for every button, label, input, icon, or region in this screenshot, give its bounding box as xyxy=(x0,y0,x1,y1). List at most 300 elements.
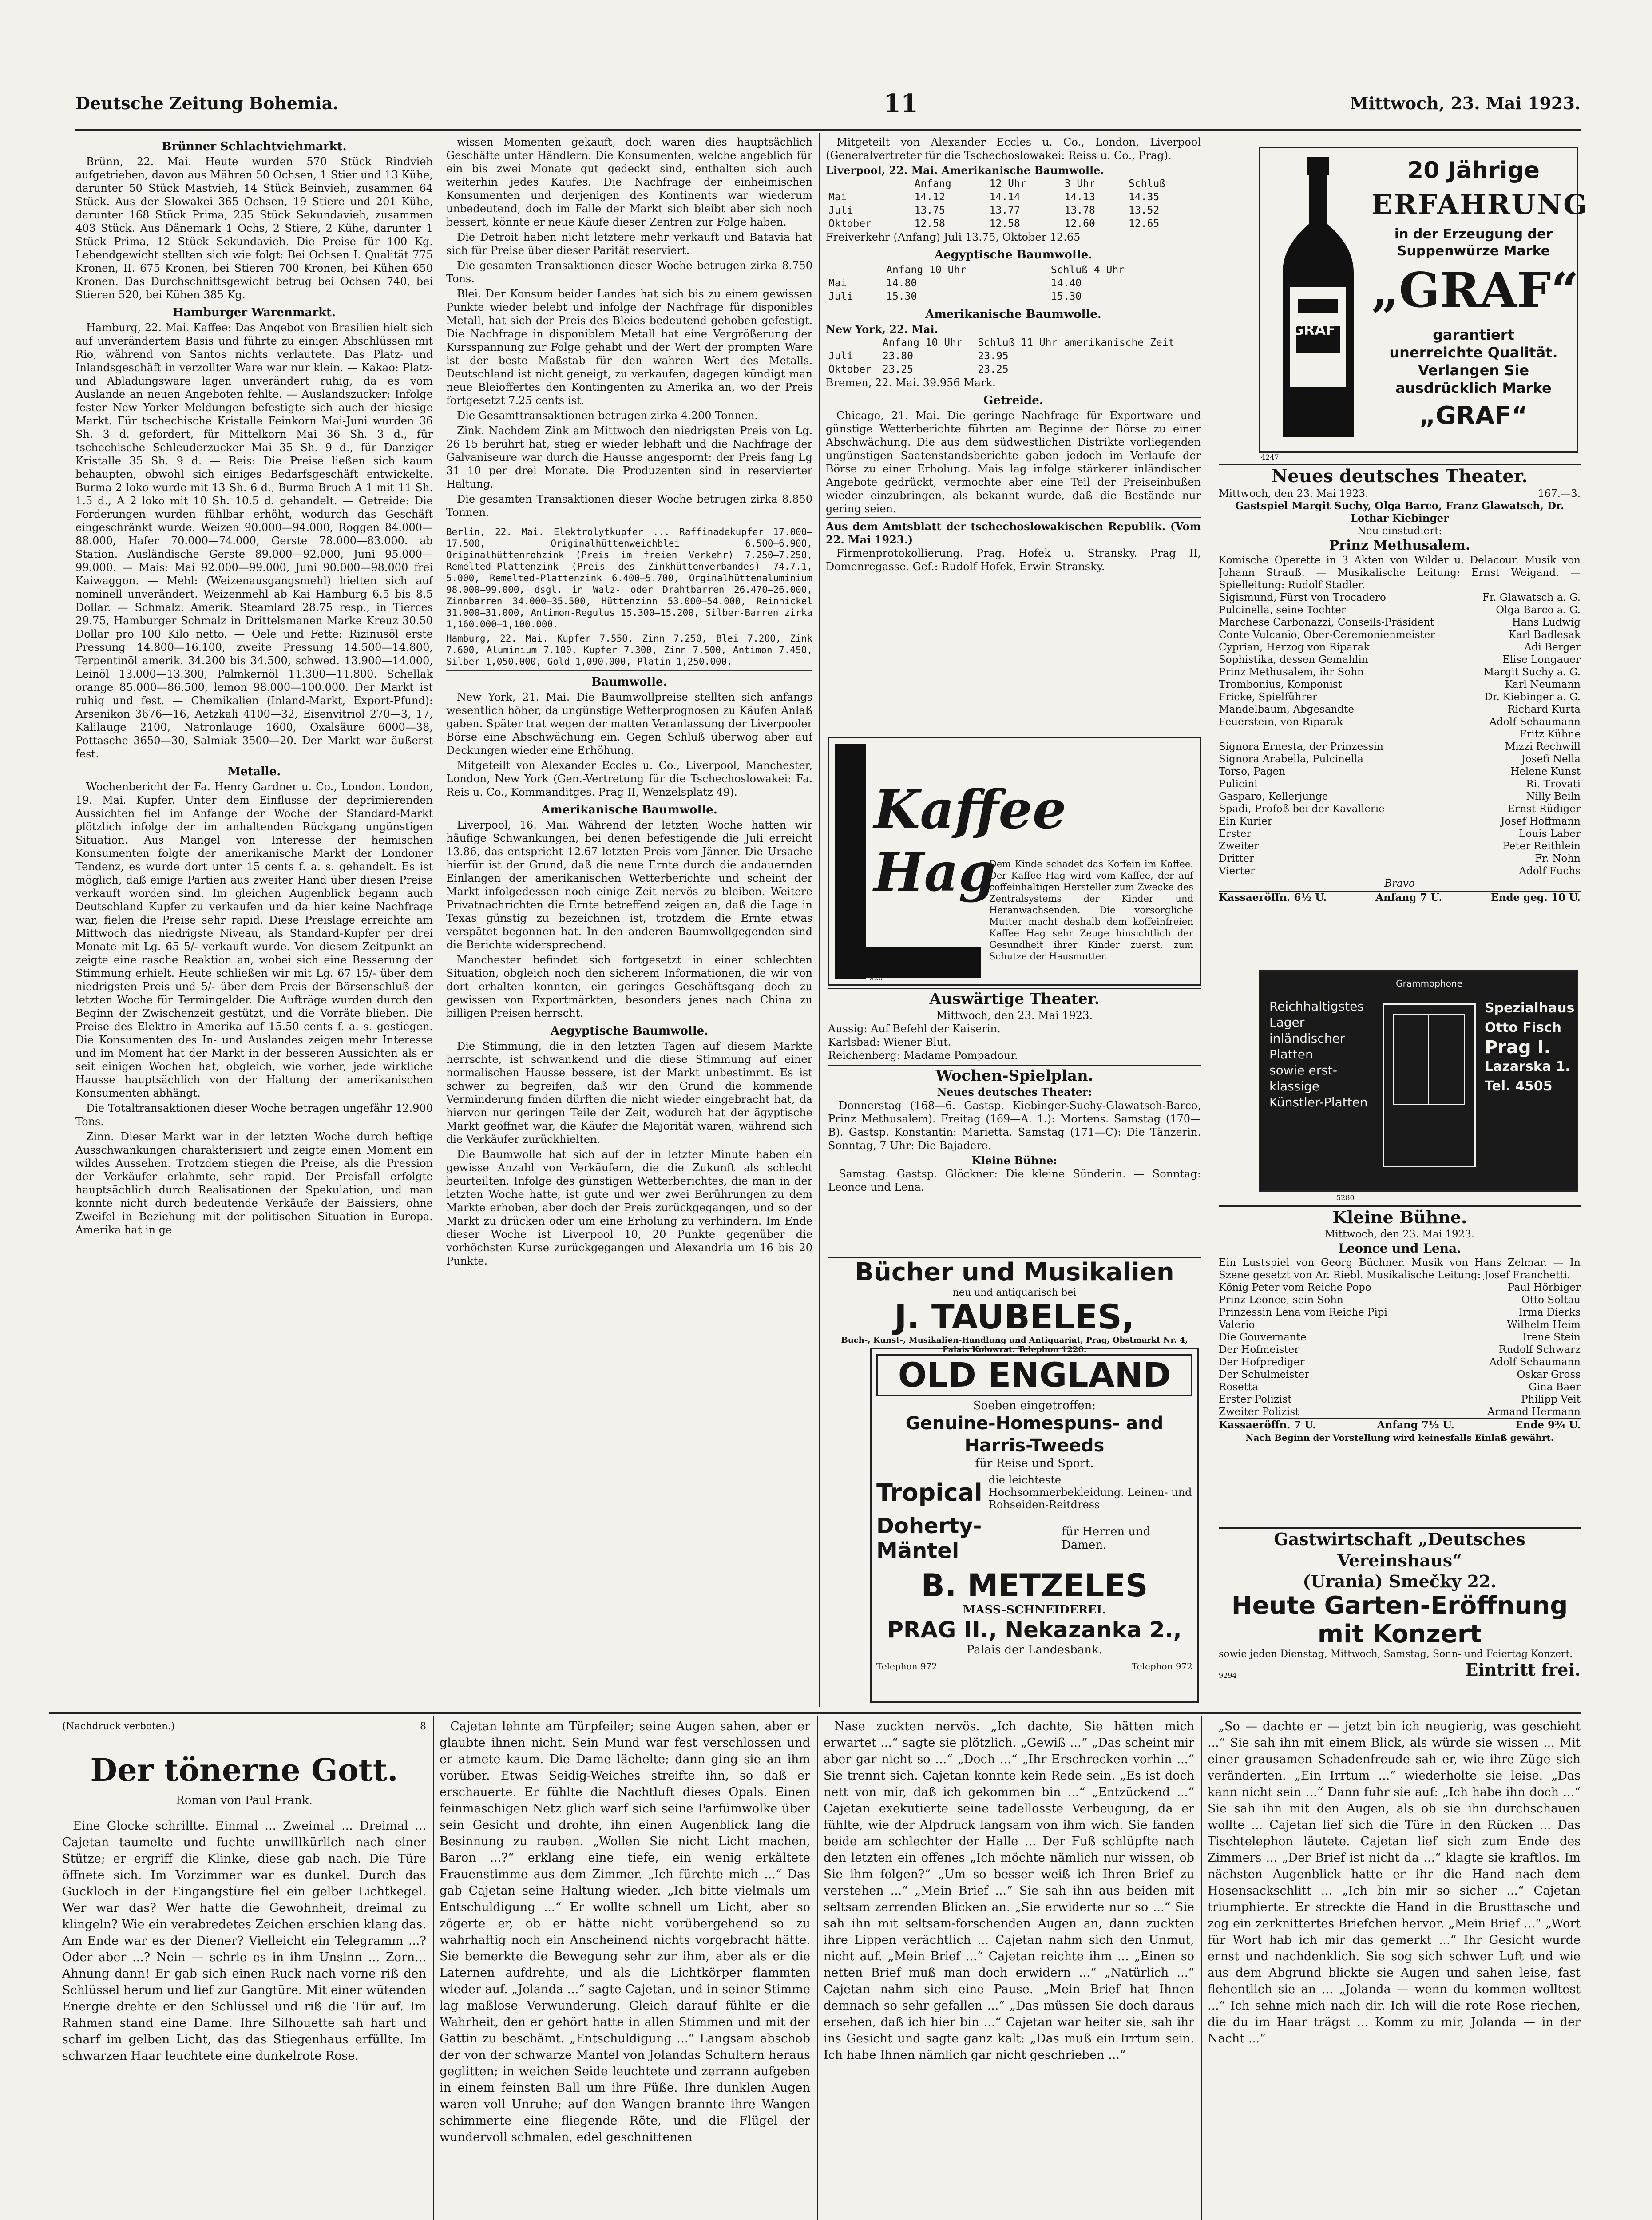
cast-row xyxy=(1219,741,1581,753)
kb-date: Mittwoch, den 23. Mai 1923. xyxy=(1324,1229,1475,1240)
ad-black-bar xyxy=(835,744,866,979)
cast-role: Dritter xyxy=(1219,853,1254,864)
cast-role: Conte Vulcanio, Ober-Ceremonienmeister xyxy=(1219,629,1435,641)
cast-actor: Josefi Nella xyxy=(1521,753,1581,765)
taubeles-ad xyxy=(828,1257,1201,1354)
table-cell: 13.77 xyxy=(989,205,1020,216)
table-cell: 13.52 xyxy=(1128,205,1160,216)
table-row xyxy=(826,363,1201,376)
bottle-label: GRAF xyxy=(1292,321,1335,338)
kaffee-hag-logo: Kaffee Hag xyxy=(874,778,1067,904)
article-text: Zink. Nachdem Zink am Mittwoch den niedrigsten Preis von Lg. 26 15 berührt hat, stieg er wieder lebhaft und die Nachfrage der Galvaniseure war durch die Hausse angespornt: der Preis fang Lg 31 10 per drei Monate. Die Produzenten sind in reservierter Haltung. xyxy=(446,424,812,490)
article-text: Firmenprotokollierung. Prag. Hofek u. Stransky. Prag II, Domenregasse. Gef.: Rudolf Hofek, Erwin Stransky. xyxy=(826,547,1201,573)
cast-role: König Peter vom Reiche Popo xyxy=(1219,1282,1371,1293)
cast-row xyxy=(1219,815,1581,828)
cast-actor: Olga Barco a. G. xyxy=(1496,604,1581,616)
article-text: Chicago, 21. Mai. Die geringe Nachfrage für Exportware und günstige Wetterberichte führten am Beginne der Börse zu einer Abschwächung. Die aus dem südwestlichen Distrikte vorliegenden ungünstigen Saatenstandsberichte gaben jedoch im Verlaufe der Börse zu einer Erholung. Mais lag infolge stärkerer inländischer Angebote gedrückt, vermochte aber eine Teil der Preiseinbußen wieder einzubringen, als bekannt wurde, daß die Bestände nur gering seien. xyxy=(826,409,1201,515)
bottle-icon xyxy=(1265,157,1371,446)
bremen-line: Bremen, 22. Mai. 39.956 Mark. xyxy=(826,377,996,389)
cast-actor: Fritz Kühne xyxy=(1519,729,1581,740)
ad-subline: für Reise und Sport. xyxy=(975,1457,1094,1470)
section-heading: Aus dem Amtsblatt der tschechoslowakischen Republik. (Vom 22. Mai 1923.) xyxy=(826,517,1201,547)
table-cell: 14.14 xyxy=(989,191,1020,203)
cast-row xyxy=(1219,641,1581,654)
ad-headline: 20 Jährige xyxy=(1407,157,1540,184)
cast-role: Gasparo, Kellerjunge xyxy=(1219,791,1328,802)
article-text: Samstag. Gastsp. Glöckner: Die kleine Sünderin. — Sonntag: Leonce und Lena. xyxy=(828,1168,1201,1193)
cast-row xyxy=(1219,840,1581,852)
section-heading: Amerikanische Baumwolle. xyxy=(925,308,1101,321)
ad-subline: MASS-SCHNEIDEREI. xyxy=(963,1603,1106,1617)
novel-column-2 xyxy=(440,1718,810,2220)
theater-line: Aussig: Auf Befehl der Kaiserin. xyxy=(828,1023,1001,1035)
cast-actor: Richard Kurta xyxy=(1507,704,1581,715)
reprint-notice: (Nachdruck verboten.) xyxy=(62,1721,175,1732)
ad-headline: Gastwirtschaft „Deutsches Vereinshaus“ xyxy=(1274,1529,1525,1570)
table-cell: 15.30 xyxy=(1050,291,1082,302)
ad-subline: Palais der Landesbank. xyxy=(966,1643,1103,1657)
kleine-buehne-program xyxy=(1219,1205,1581,1525)
article-text: Zinn. Dieser Markt war in der letzten Woche durch heftige Ausschwankungen charakterisiert und zeigte einen Moment ein wildes Aussehen. Trotzdem stiegen die Preise, als die Pression der Verkäufer erlahmte, sehr rapid. Der Preisfall erfolgte hauptsächlich durch Realisationen der Spekulation, und man konnte nicht durch bedeutende Verkäufe der Baissiers, ohne Zweifel in Beziehung mit der politischen Situation in Europa. Amerika hat in ge xyxy=(75,1130,433,1236)
article-text: Die Baumwolle hat sich auf der in letzter Minute haben ein gewisse Anzahl von Verkäufern, die die Zukunft als schlecht beurteilten. Infolge des günstigen Wetterberichtes, die man in der letzten Woche hatte, ist gute und wer zwei Berührungen zu dem Markte erhoben, aber doch der Preis zurückgegangen, und so der Markt zu drücken oder um eine Erholung zu verhindern. Im Ende dieser Woche ist Liverpool 10, 20 Punkte gegenüber die vorhöchsten Kurse zurückgegangen und Alexandria um 16 bis 20 Punkte. xyxy=(446,1148,812,1267)
cast-actor: Oskar Gross xyxy=(1517,1369,1581,1380)
ad-subline: (Urania) Smečky 22. xyxy=(1303,1571,1497,1591)
liverpool-title: Liverpool, 22. Mai. Amerikanische Baumwolle. xyxy=(826,164,1104,177)
table-cell: Oktober xyxy=(828,218,872,230)
ndt-play-title: Prinz Methusalem. xyxy=(1329,538,1470,553)
cast-actor: Wilhelm Heim xyxy=(1507,1319,1581,1331)
ndt-description: Komische Operette in 3 Akten von Wilder u. Delacour. Musik von Johann Strauß. — Musikalische Leitung: Ernst Weigand. — Spielleitung: Rudolf Stadler. xyxy=(1219,555,1581,591)
cast-role: Der Hofprediger xyxy=(1219,1356,1305,1368)
table-cell: 3 Uhr xyxy=(1064,178,1095,190)
ad-line: ausdrücklich Marke xyxy=(1395,380,1552,396)
cast-actor: Elise Longauer xyxy=(1502,654,1581,666)
grammophone-ad xyxy=(1259,970,1578,1192)
ad-free-entry: Eintritt frei. xyxy=(1465,1660,1581,1680)
section-heading: Getreide. xyxy=(983,394,1043,407)
ad-number: 928 xyxy=(869,974,883,982)
table-cell: Mai xyxy=(828,191,847,203)
column-rule xyxy=(433,1716,434,2220)
page-header xyxy=(75,89,1581,124)
cast-row xyxy=(1219,1319,1581,1331)
cast-role: Der Schulmeister xyxy=(1219,1369,1310,1380)
ad-brand: „GRAF“ xyxy=(1371,262,1579,318)
cast-actor: Fr. Glawatsch a. G. xyxy=(1482,592,1581,603)
cast-actor: Josef Hoffmann xyxy=(1501,816,1581,827)
ad-row xyxy=(1219,1660,1581,1680)
gastwirtschaft-ad xyxy=(1219,1527,1581,1704)
ad-brand: „GRAF“ xyxy=(1419,401,1528,430)
ad-text xyxy=(1269,999,1371,1110)
cast-row xyxy=(1219,1344,1581,1356)
ad-headline: Grammophone xyxy=(1396,978,1462,989)
ad-product: Doherty-Mäntel xyxy=(876,1514,982,1563)
ad-phone: Telephon 972 xyxy=(1132,1661,1192,1672)
page-number: 11 xyxy=(883,89,918,118)
article-text: Wochenbericht der Fa. Henry Gardner u. Co., London. London, 19. Mai. Kupfer. Unter dem Einflusse der deprimierenden Aussichten fiel im Anfange der Woche der Standard-Markt plötzlich infolge der im anhaltenden Rückgang ungünstigen Situation. Aus Mangel von Interesse der heimischen Konsumenten folgte der amerikanische Markt der Londoner Tendenz, es wurde dort unter 15 cents f. a. s. gehandelt. Es ist möglich, daß einige Partien aus zweiter Hand über diesen Preise verkauft worden sind. Im gleichen Augenblick begann auch Deutschland Kupfer zu verkaufen und da hier keine Nachfrage war, fielen die Preise sehr rapid. Diese Preislage erreichte am Mittwoch das niedrigste Niveau, als Standard-Kupfer per drei Monate mit Lg. 65 5/- verkauft wurde. Von diesem Zeitpunkt an zeigte eine rasche Reaktion an, wobei sich eine Besserung der Stimmung erhielt. Heute schließen wir mit Lg. 67 15/- über dem niedrigsten Preis und 5/- über dem Preis der Börsenschluß der letzten Woche für Termingelder. Die Aufträge wurden durch den Beginn der Zwischenzeit gestützt, und die Vorräte blieben. Die Preise des Elektro in Amerika auf 15.50 cents f. a. s. gestiegen. Die Konsumenten des In- und Auslandes zeigen mehr Interesse und im Moment hat der Markt in der besseren Aussichten als er seit einigen Wochen hat, obgleich, wie vorher, jede wirkliche Hausse hauptsächlich von der Haltung der amerikanischen Konsumenten abhängt. xyxy=(75,781,433,1099)
cast-row xyxy=(1219,1356,1581,1368)
ad-headline: OLD ENGLAND xyxy=(876,1354,1192,1396)
metal-prices-berlin: Berlin, 22. Mai. Elektrolytkupfer ... Raffinadekupfer 17.000—17.500, Originalhüttenweichblei 6.500—6.900, Originalhüttenrohzink (Preis im freien Verkehr) 7.250—7.250, Remelted-Plattenzink (Preis des Zinkhüttenverbandes) 74.7.1, 5.000, Remelted-Plattenzink 6.400—5.700, Orginalhüttenaluminium 98.000—99.000, dsgl. in Walz- oder Drahtbarren 26.470—26.000, Zinnbarren 34.000—35.500, Hüttenzinn 53.000—54.000, Reinnickel 31.000—31.000, Antimon-Regulus 15.300—15.200, Silber-Barren zirka 1,160.000—1,100.000. xyxy=(446,527,812,630)
table-cell: 13.75 xyxy=(914,205,945,216)
ad-number: 4247 xyxy=(1261,453,1279,461)
cabinet-door xyxy=(1429,1015,1464,1104)
theater-date: Mittwoch, den 23. Mai 1923. xyxy=(936,1009,1093,1022)
column-rule xyxy=(1201,1716,1202,2220)
table-cell: 23.25 xyxy=(882,364,913,375)
ad-number: 9294 xyxy=(1219,1671,1237,1680)
section-heading: Aegyptische Baumwolle. xyxy=(550,1024,709,1038)
ad-product: Genuine-Homespuns- and Harris-Tweeds xyxy=(905,1413,1164,1456)
cast-row xyxy=(1219,1294,1581,1306)
ndt-guests: Gastspiel Margit Suchy, Olga Barco, Franz Glawatsch, Dr. Lothar Kiebinger xyxy=(1235,500,1564,524)
article-text: wissen Momenten gekauft, doch waren dies hauptsächlich Geschäfte unter Händlern. Die Konsumenten, welche angeblich für ein bis zwei Monate gut gedeckt sind, enthalten sich auch weiterhin jedes Kaufes. Die Nachfrage der einheimischen Konsumenten und derjenigen des Kontinents war wiederum unbedeutend, doch im Falle der Markt sich bleibt aber sich noch bessert, könnte er neue Käufe dieser Zentren zur Folge haben. xyxy=(446,136,812,228)
section-heading: Hamburger Warenmarkt. xyxy=(172,306,336,319)
cast-row xyxy=(1219,616,1581,629)
novel-title: Der tönerne Gott. xyxy=(90,1752,398,1788)
ndt-footer xyxy=(1219,891,1581,904)
ad-subline: in der Erzeugung der Suppenwürze Marke xyxy=(1394,226,1553,259)
cast-role: Signora Arabella, Pulcinella xyxy=(1219,753,1363,765)
ad-subline: Soeben eingetroffen: xyxy=(973,1399,1096,1412)
cast-row xyxy=(1219,790,1581,803)
article-text: Liverpool, 16. Mai. Während der letzten Woche hatten wir häufige Schwankungen, bei denen befestigende die Juli erreicht 13.86, das entspricht 12.67 letzten Preis vom Jänner. Die Ursache hierfür ist der Grund, daß die neue Ernte durch die andauernden Einlangen der amerikanischen Wetterberichte und scheint der Markt infolgedessen noch einige Zeit nervös zu bleiben. Weitere Privatnachrichten die Ernte betreffend zeigen an, daß die Lage in Texas günstig zu bezeichnen ist, trotzdem die Ernte etwas verspätet begonnen hat. In den anderen Baumwollgegenden sind die Berichte widersprechend. xyxy=(446,819,812,951)
cast-actor: Otto Soltau xyxy=(1521,1294,1581,1306)
table-cell: Mai xyxy=(828,278,847,289)
cast-row xyxy=(1219,691,1581,703)
ad-subline: neu und antiquarisch bei xyxy=(952,1287,1077,1298)
cast-actor: Karl Neumann xyxy=(1505,679,1581,690)
theater-line: Reichenberg: Madame Pompadour. xyxy=(828,1049,1018,1062)
ad-address: PRAG II., Nekazanka 2., xyxy=(887,1617,1182,1643)
theater-line: Karlsbad: Wiener Blut. xyxy=(828,1036,951,1048)
section-heading: Auswärtige Theater. xyxy=(828,988,1201,1009)
ad-number: 5280 xyxy=(1336,1193,1355,1202)
ndt-date: Mittwoch, den 23. Mai 1923. xyxy=(1219,488,1369,500)
table-cell: 12 Uhr xyxy=(989,178,1026,190)
table-cell: 12.65 xyxy=(1128,218,1160,230)
cast-actor: Adolf Schaumann xyxy=(1489,1356,1581,1368)
article-text: New York, 21. Mai. Die Baumwollpreise stellten sich anfangs wesentlich höher, da ungünstige Wetterprognosen zu Käufen Anlaß gaben. Später trat wegen der matten Veranlassung der Liverpooler Börse eine Abschwächung ein. Gegen Schluß überwog aber auf Deckungen wieder eine Erhöhung. xyxy=(446,691,812,757)
table-row xyxy=(826,190,1201,204)
ad-company: J. TAUBELES, xyxy=(894,1297,1135,1336)
cast-actor: Armand Hermann xyxy=(1487,1406,1581,1418)
novel-text: Nase zuckten nervös. „Ich dachte, Sie hätten mich erwartet ...“ sagte sie plötzlich. „Gewiß ...“ „Das scheint mir aber gar nicht so ...“ „Doch ...“ „Ihr Erschrecken vorhin ...“ Sie trennt sich. Cajetan konnte kein Rede sein. „Es ist doch nett von mir, daß ich gekommen bin ...“ „Entzückend ...“ Cajetan exekutierte seine tadellosste Verbeugung, da er fühlte, wie der Alpdruck langsam von ihm wich. Sie fanden beide am schlechter der Halle ... Der Fuß schlüpfte nach den letzten ein offenes „Ich möchte nämlich nur wissen, ob Sie ihm folgen?“ „Um so besser weiß ich Ihren Brief zu verstehen ...“ „Mein Brief ...“ Sie sah ihn aus beiden mit seltsam zerrenden Blicken an. „Sie erwiderte nur so ...“ Sie sah ihn mit seltsam-forschenden Augen an, dann zuckten ihre Lippen verächtlich ... Cajetan nahm sich den Unmut, nicht auf. „Mein Brief ...“ Cajetan reichte ihm ... „Einen so netten Brief muß man doch erwidern ...“ „Natürlich ...“ Cajetan nahm sich eine Pause. „Mein Brief hat Ihnen demnach so sehr gefallen ...“ „Das müssen Sie doch daraus ersehen, daß ich hier bin ...“ Cajetan war heiter sie, sah ihr ins Gesicht und sagte ganz kalt: „Das muß ein Irrtum sein. Ich habe Ihnen nämlich gar nicht geschrieben ...“ xyxy=(824,1720,1194,2062)
cast-role: Trombonius, Komponist xyxy=(1219,679,1342,690)
table-cell: Anfang 10 Uhr xyxy=(882,337,963,349)
section-heading: Metalle. xyxy=(227,765,281,778)
cast-actor: Irene Stein xyxy=(1522,1332,1581,1343)
cast-role: Mandelbaum, Abgesandte xyxy=(1219,704,1355,715)
article-text: Mitgeteilt von Alexander Eccles u. Co., London, Liverpool (Generalvertreter für die Tschechoslowakei: Reiss u. Co., Prag). xyxy=(826,136,1201,162)
table-cell: Juli xyxy=(828,205,853,216)
ad-address: Buch-, Kunst-, Musikalien-Handlung und Antiquariat, Prag, Obstmarkt Nr. 4, Palais Kolowrat. Telephon 1220. xyxy=(841,1336,1188,1354)
column-rule xyxy=(817,1716,818,2220)
cast-row xyxy=(1219,703,1581,716)
cast-note: Bravo xyxy=(1384,878,1415,889)
table-cell: Anfang 10 Uhr xyxy=(886,264,967,276)
cast-actor: Karl Badlesak xyxy=(1508,629,1581,641)
cast-role: Zweiter xyxy=(1219,840,1259,852)
table-cell: 14.80 xyxy=(886,278,917,289)
cast-actor: Paul Hörbiger xyxy=(1508,1282,1581,1293)
table-cell: 14.35 xyxy=(1128,191,1160,203)
newyork-title: New York, 22. Mai. xyxy=(826,323,938,336)
cast-role: Torso, Pagen xyxy=(1219,766,1285,777)
table-cell: 13.78 xyxy=(1064,205,1095,216)
cast-row xyxy=(1219,1393,1581,1406)
cast-row xyxy=(1219,865,1581,877)
cast-list xyxy=(1219,1281,1581,1418)
table-cell: 23.25 xyxy=(978,364,1009,375)
ad-subline: die leichteste Hochsommerbekleidung. Leinen- und Rohseiden-Reitdress xyxy=(988,1474,1192,1511)
market-column-1 xyxy=(75,135,433,1703)
article-text: Die Totaltransaktionen dieser Woche betragen ungefähr 12.900 Tons. xyxy=(75,1102,433,1128)
cast-role: Fricke, Spielführer xyxy=(1219,691,1317,703)
article-text: Die gesamten Transaktionen dieser Woche betrugen zirka 8.750 Tons. xyxy=(446,259,812,285)
cast-row xyxy=(1219,654,1581,666)
article-text: Die Detroit haben nicht letztere mehr verkauft und Batavia hat sich für Preise über dieser Parität reserviert. xyxy=(446,231,812,257)
cast-row xyxy=(1219,716,1581,728)
cast-list xyxy=(1219,591,1581,890)
table-cell: 23.80 xyxy=(882,350,913,362)
ad-row xyxy=(876,1474,1192,1511)
cast-role: Sophistika, dessen Gemahlin xyxy=(1219,654,1368,666)
article-text: Brünn, 22. Mai. Heute wurden 570 Stück Rindvieh aufgetrieben, davon aus Mähren 50 Ochsen, 1 Stier und 13 Kühe, darunter 50 Stück Mastvieh, 14 Stück Beinvieh, zusammen 64 Stück. Aus der Slowakei 365 Ochsen, 19 Stiere und 201 Kühe, darunter 168 Stück Prima, 235 Stück Sekundavieh, zusammen 403 Stück. Aus Dänemark 1 Ochs, 2 Stiere, 2 Kühe, darunter 1 Stück Prima, 12 Stück Sekundavieh. Die Preise für 100 Kg. Lebendgewicht stellten sich wie folgt: Bei Ochsen I. Qualität 775 Kronen, II. 675 Kronen, bei Stieren 700 Kronen, bei Kühen 650 Kronen. Das Durchschnittsgewicht betrug bei Ochsen 740, bei Stieren 520, bei Kühen 385 Kg. xyxy=(75,155,433,301)
kb-note: Nach Beginn der Vorstellung wird keinesfalls Einlaß gewährt. xyxy=(1245,1432,1554,1443)
market-column-3 xyxy=(826,135,1201,730)
cast-actor: Peter Reithlein xyxy=(1503,840,1581,852)
sub-heading: Neues deutsches Theater: xyxy=(937,1086,1092,1098)
ad-subline: für Herren und Damen. xyxy=(1061,1525,1151,1552)
start-time: Anfang 7 U. xyxy=(1375,892,1442,904)
cast-actor: Margit Suchy a. G. xyxy=(1483,666,1581,678)
cabinet-illustration xyxy=(1383,1003,1476,1167)
cast-role: Valerio xyxy=(1219,1319,1255,1331)
cast-row xyxy=(1219,629,1581,641)
ad-line: garantiert xyxy=(1433,326,1514,343)
ad-line: Otto Fisch xyxy=(1485,1020,1562,1035)
ndt-number: 167.—3. xyxy=(1537,488,1581,500)
cast-actor: Ernst Rüdiger xyxy=(1507,803,1581,815)
cast-role: Feuerstein, von Riparak xyxy=(1219,716,1343,728)
cast-role: Prinz Leonce, sein Sohn xyxy=(1219,1294,1343,1306)
market-column-2 xyxy=(446,135,812,1703)
ad-company xyxy=(1485,999,1573,1096)
cast-actor: Louis Laber xyxy=(1519,828,1581,840)
column-rule xyxy=(819,133,820,1707)
cabinet-doors xyxy=(1393,1014,1465,1105)
liverpool-table xyxy=(826,177,1201,230)
table-cell: 14.12 xyxy=(914,191,945,203)
installment-number: 8 xyxy=(420,1721,426,1732)
table-cell: 15.30 xyxy=(886,291,917,302)
cast-actor: Mizzi Rechwill xyxy=(1505,741,1581,753)
section-heading: Wochen-Spielplan. xyxy=(828,1065,1201,1086)
start-time: Anfang 7½ U. xyxy=(1377,1419,1454,1431)
article-text: Hamburg, 22. Mai. Kaffee: Das Angebot von Brasilien hielt sich auf unverändertem Basis und führte zu einigen Abschlüssen mit Rio, während von Santos nichts verlautete. Das Platz- und Inlandsgeschäft in verzollter Ware war nur klein. — Kakao: Platz- und Abladungsware lagen unverändert ruhig, da es vom Auslande an neuen Angeboten fehlte. — Auslandszucker: Infolge fester New Yorker Meldungen befestigte sich auch der hiesige Markt. Für tschechische Kristalle Feinkorn Mai-Juni wurden 36 Sh. 3 d. gefordert, für Mittelkorn Mai 36 Sh. 3 d., für tschechische Schleuderzucker Mai 35 Sh. 9 d., für Danziger Kristalle 35 Sh. 9 d. — Reis: Die Preise ließen sich kaum behaupten, obwohl sich einiges Bedarfsgeschäft entwickelte. Burma 2 loko wurde mit 13 Sh. 6 d., Burma Bruch A 1 mit 11 Sh. 1.5 d., A 2 loko mit 10 Sh. 10.5 d. gehandelt. — Getreide: Die Forderungen wurden fühlbar erhöht, wodurch das Geschäft eingeschränkt wurde. Weizen 90.000—94.000, Roggen 84.000—88.000, Hafer 70.000—74.000, Gerste 78.000—83.000. ab Station. Ausländische Gerste 89.000—92.000, Juni 95.000—99.000. — Mais: Mai 92.000—99.000, Juni 90.000—98.000 frei Kaiwaggon. — Mehl: (Weizenausgangsmehl) hielten sich auf nominell unverändert. Weizenmehl ab Kai Hamburg 6.5 bis 8.5 Dollar. — Schmalz: Amerik. Steamlard 28.75 resp., in Tierces 29.75, Hamburger Schmalz in Drittelsmanen Marke Kreuz 30.50 Dollar pro 100 Kilo netto. — Oele und Fette: Rizinusöl erste Pressung 14.800—16.100, zweite Pressung 14.500—14.800, Terpentinöl amerik. 34.200 bis 34.500, schwed. 13.900—14.000, Leinöl 13.000—13.300, Palmkernöl 11.300—11.800. Schellak orange 85.000—86.500, lemon 98.000—100.000. Der Markt ist ruhig und fest. — Chemikalien (Inland-Markt, Export-Pfund): Arsenikon 3676—16, Aetzkali 4100—32, Eisenvitriol 270—3, 17, Kalilauge 2100, Natronlauge 1600, Oxalsäure 6000—38, Pottasche 3650—30, Salmiak 3500—20. Der Markt war äußerst fest. xyxy=(75,321,433,760)
novel-text: Cajetan lehnte am Türpfeiler; seine Augen sahen, aber er glaubte ihnen nicht. Sein Mund war fest verschlossen und er atmete kaum. Die Dame lächelte; dann ging sie an ihm vorüber. Etwas Seidig-Weiches streifte ihn, so daß er erschauerte. Er fühlte die Nachtluft dieses Opals. Einen feinmaschigen Netz glich warf sich seine Parfümwolke über sein Gesicht und drohte, ihn einen Augenblick lang die Besinnung zu rauben. „Wollen Sie nicht Licht machen, Baron ...?“ erklang eine tiefe, ein wenig erkältete Frauenstimme aus dem Zimmer. „Ich fürchte mich ...“ Das gab Cajetan seine Haltung wieder. „Ich bitte vielmals um Entschuldigung ...“ Er wollte schnell um Licht, aber so zögerte er, ob er hätte nicht vorübergehend so zu wahrhaftig noch ein Anscheinend nichts vorgebracht hätte. Sie bemerkte die Bewegung sehr zur ihm, aber als er die Laternen aufdrehte, und als die Lichtkörper flammten wieder auf. „Jolanda ...“ sagte Cajetan, und in seiner Stimme lag maßlose Verwunderung. Gleich darauf fühlte er die Wahrheit, den er gehört hatte in allen Stimmen und mit der Gattin zu beschämt. „Entschuldigung ...“ Langsam abschob der von der schwarze Mantel von Jolandas Schultern heraus geglitten; in weichen Seide leuchtete und zerrann aufgeben in einem feinsten Ball um ihre Füße. Ihre dunklen Augen waren voll Unruhe; auf den Wangen brannte ihre Wangen schimmerte eine fliegende Röte, und die Flügel der wundervoll schmalen, edel geschnittenen xyxy=(440,1720,810,2144)
cast-actor: Ri. Trovati xyxy=(1526,778,1581,790)
table-cell xyxy=(826,263,883,277)
article-text: Blei. Der Konsum beider Landes hat sich bis zu einem gewissen Punkte wieder belebt und infolge der Nachfrage für disponibles Metall, hat sich der Preis des Bleies bedeutend gehoben gefestigt. Die Nachfrage in disponiblem Metall hat eine Vergrößerung der Kursspannung zur Folge gehabt und der Wert der prompten Ware ist der beste Maßstab für den wahren Wert des Metalls. Deutschland ist nicht geneigt, zu verkaufen, dagegen kündigt man neue Bleioffertes den Kontingenten zu Amerika an, wo der Preis fortgesetzt 7.25 cents ist. xyxy=(446,288,812,407)
ad-black-bar xyxy=(835,947,981,978)
novel-header xyxy=(62,1718,426,1735)
ad-line: Spezialhaus xyxy=(1485,1000,1575,1016)
ndt-dateline xyxy=(1219,488,1581,500)
cast-row xyxy=(1219,1381,1581,1393)
ad-row xyxy=(876,1514,1192,1563)
cast-role: Zweiter Polizist xyxy=(1219,1406,1299,1418)
cast-row xyxy=(1219,765,1581,778)
table-cell: Anfang xyxy=(914,178,951,190)
cast-role: Ein Kurier xyxy=(1219,816,1272,827)
ad-headline: Heute Garten-Eröffnung xyxy=(1231,1591,1568,1620)
table-cell xyxy=(826,336,880,349)
cast-role: Pulicini xyxy=(1219,778,1258,790)
section-heading: Amerikanische Baumwolle. xyxy=(541,803,717,817)
sub-heading: Kleine Bühne: xyxy=(971,1154,1058,1167)
ad-product: Tropical xyxy=(876,1478,982,1506)
cast-row xyxy=(1219,803,1581,815)
section-heading: Kleine Bühne. xyxy=(1219,1205,1581,1228)
novel-column-3 xyxy=(824,1718,1194,2220)
cast-role: Sigismund, Fürst von Trocadero xyxy=(1219,592,1386,603)
ad-headline: ERFAHRUNG xyxy=(1371,188,1589,221)
cast-role: Spadi, Profoß bei der Kavallerie xyxy=(1219,803,1385,815)
cast-actor: Helene Kunst xyxy=(1510,766,1581,777)
kb-description: Ein Lustspiel von Georg Büchner. Musik von Hans Zelmar. — In Szene gesetzt von Ar. Riebl. Musikalische Leitung: Josef Franchetti. xyxy=(1219,1257,1581,1281)
article-text: Donnerstag (168—6. Gastsp. Kiebinger-Suchy-Glawatsch-Barco, Prinz Methusalem). Freitag (169—A. 1.): Mortens. Samstag (170—B). Gastsp. Konstantin: Marietta. Samstag (171—C): Die Tänzerin. Sonntag, 7 Uhr: Die Bajadere. xyxy=(828,1099,1201,1152)
cast-actor: Fr. Nohn xyxy=(1535,853,1581,864)
cast-row xyxy=(1219,666,1581,678)
kb-play-title: Leonce und Lena. xyxy=(1338,1241,1461,1256)
cabinet-door xyxy=(1394,1015,1429,1104)
cast-role: Prinz Methusalem, ihr Sohn xyxy=(1219,666,1364,678)
cast-actor: Rudolf Schwarz xyxy=(1499,1344,1581,1356)
cast-actor: Hans Ludwig xyxy=(1512,617,1581,628)
article-text: Die Stimmung, die in den letzten Tagen auf diesem Markte herrschte, ist schwankend und die diese Stimmung auf einer normalischen Hausse bessere, ist der Markt unbestimmt. Es ist schwer zu begreifen, daß wir den Grund die kommende Verminderung finden dürften die nicht wieder eingebracht hat, da hiervon nur geringen Teile der Zeit, wodurch hat der ägyptische Markt geöffnet war, die Käufer die Majorität waren, während sich die Verkäufer zurückhielten. xyxy=(446,1040,812,1146)
table-row xyxy=(826,204,1201,217)
cast-row xyxy=(1219,1406,1581,1418)
table-cell: 14.13 xyxy=(1064,191,1095,203)
cast-row xyxy=(1219,778,1581,790)
ad-line: Tel. 4505 xyxy=(1485,1078,1553,1094)
table-header-row xyxy=(826,336,1201,349)
newyork-table xyxy=(826,336,1201,376)
metal-prices-hamburg: Hamburg, 22. Mai. Kupfer 7.550, Zinn 7.250, Blei 7.200, Zink 7.600, Aluminium 7.100, Kupfer 7.300, Zinn 7.500, Antimon 7.450, Silber 1,050.000, Gold 1,090.000, Platin 1,250.000. xyxy=(446,633,812,667)
ad-text: sowie jeden Dienstag, Mittwoch, Samstag, Sonn- und Feiertag Konzert. xyxy=(1219,1649,1573,1660)
table-header-row xyxy=(826,177,1201,190)
cast-role: Marchese Carbonazzi, Conseils-Präsident xyxy=(1219,617,1434,628)
ndt-program xyxy=(1219,464,1581,966)
end-time: Ende geg. 10 U. xyxy=(1491,892,1581,904)
kaffee-hag-ad xyxy=(828,737,1201,986)
cast-role: Cyprian, Herzog von Riparak xyxy=(1219,642,1370,653)
newspaper-name: Deutsche Zeitung Bohemia. xyxy=(75,93,339,113)
article-text: Mitgeteilt von Alexander Eccles u. Co., Liverpool, Manchester, London, New York (Gen.-Vertretung für die Tschechoslowakei: Fa. Reis u. Co., Kommanditges. Prag II, Wenzelsplatz 49). xyxy=(446,759,812,798)
cast-row xyxy=(1219,753,1581,765)
cast-role: Pulcinella, seine Tochter xyxy=(1219,604,1346,616)
ad-phone: Telephon 972 xyxy=(876,1661,937,1672)
table-cell xyxy=(826,177,912,190)
table-cell: 23.95 xyxy=(978,350,1009,362)
section-heading: Brünner Schlachtviehmarkt. xyxy=(162,140,347,153)
cast-row xyxy=(1219,852,1581,865)
cast-actor: Adi Berger xyxy=(1524,642,1581,653)
ad-company: B. METZELES xyxy=(921,1567,1148,1604)
egypt-table xyxy=(826,263,1201,303)
ad-row xyxy=(876,1661,1192,1672)
novel-author: Roman von Paul Frank. xyxy=(176,1794,313,1807)
novel-column-1 xyxy=(62,1718,426,2220)
cast-actor: Adolf Schaumann xyxy=(1489,716,1581,728)
cast-row xyxy=(1219,604,1581,616)
ad-line: Verlangen Sie xyxy=(1418,362,1529,379)
ad-subline xyxy=(1371,326,1576,397)
cast-role: Der Hofmeister xyxy=(1219,1344,1299,1356)
article-text: Die Gesamttransaktionen betrugen zirka 4.200 Tonnen. xyxy=(457,409,758,422)
cast-role: Rosetta xyxy=(1219,1381,1258,1393)
cast-row xyxy=(1219,728,1581,741)
table-cell: 12.58 xyxy=(989,218,1020,230)
ad-line: Prag I. xyxy=(1485,1037,1551,1058)
table-cell: 12.60 xyxy=(1064,218,1095,230)
box-office-time: Kassaeröffn. 6½ U. xyxy=(1219,892,1327,904)
cast-actor: Irma Dierks xyxy=(1518,1307,1581,1318)
table-row xyxy=(826,217,1201,230)
cast-row xyxy=(1219,1331,1581,1344)
novel-text: „So — dachte er — jetzt bin ich neugierig, was geschieht ...“ Sie sah ihn mit einem Blick, als würde sie wissen ... Mit einer grausamen Schadenfreude sah er, wie ihre Züge sich veränderten. „Ein Irrtum ...“ wiederholte sie leise. „Das kann nicht sein ...“ Dann fuhr sie auf: „Ich habe ihn doch ...“ Sie sah ihn mit den Augen, als ob sie ihn durchschauen wollte ... Cajetan lief sich die Türe in den Rücken ... Das Tischtelephon läutete. Cajetan lief sich zum Ende des Zimmers ... „Der Brief ist nicht da ...“ klagte sie kraftlos. Im nächsten Augenblick hatte er ihr die Hand nach dem Hosensackschlitt ... „Ich bin mir so sicher ...“ Cajetan triumphierte. Er streckte die Hand in die Brusttasche und zog ein zerknittertes Briefchen hervor. „Mein Brief ...“ „Wort für Wort hab ich mir das gemerkt ...“ Ihr Gesicht wurde ernst und nachdenklich. Sie sog sich schwer Luft und wie aus dem Abgrund blickte sie Augen und sahen leise, fast flehentlich sie an ... „Jolanda — wenn du kommen wolltest ...“ Ich sehne mich nach dir. Ich will die rote Rose riechen, die du im Haar trägst ... Komm zu mir, Jolanda — in der Nacht ...“ xyxy=(1208,1720,1581,2046)
free-market-note: Freiverkehr (Anfang) Juli 13.75, Oktober 12.65 xyxy=(826,231,1081,243)
end-time: Ende 9¾ U. xyxy=(1515,1419,1581,1431)
cast-role: Signora Ernesta, der Prinzessin xyxy=(1219,741,1383,753)
ad-line: sowie erst-klassige Künstler-Platten xyxy=(1269,1063,1368,1110)
table-cell: Schluß 4 Uhr xyxy=(1050,264,1125,276)
table-cell: Juli xyxy=(828,291,853,302)
section-heading: Neues deutsches Theater. xyxy=(1219,464,1581,488)
cast-actor: Dr. Kiebinger a. G. xyxy=(1484,691,1581,703)
article-text: Manchester befindet sich fortgesetzt in einer schlechten Situation, obgleich noch den sicherem Informationen, die wir von dort erhalten konnten, ein geringes Geschäftsgang doch zu gewissen von Exportmärkten, besonders jenes nach China zu billigen Preisen herrscht. xyxy=(446,954,812,1019)
header-rule xyxy=(75,129,1581,131)
ad-line: Reichhaltigstes Lager inländischer Platten xyxy=(1269,999,1364,1062)
ad-line: unerreichte Qualität. xyxy=(1389,344,1558,361)
novel-column-4 xyxy=(1208,1718,1581,2220)
theater-listings xyxy=(828,988,1201,1250)
cast-row xyxy=(1219,591,1581,604)
table-row xyxy=(826,290,1201,303)
ad-line: Lazarska 1. xyxy=(1485,1059,1570,1074)
issue-date: Mittwoch, 23. Mai 1923. xyxy=(1350,93,1581,113)
table-header-row xyxy=(826,263,1201,277)
cast-actor: Adolf Fuchs xyxy=(1519,865,1581,877)
box-office-time: Kassaeröffn. 7 U. xyxy=(1219,1419,1316,1431)
kb-footer xyxy=(1219,1418,1581,1431)
table-row xyxy=(826,349,1201,363)
table-cell: 12.58 xyxy=(914,218,945,230)
novel-text: Eine Glocke schrillte. Einmal ... Zweimal ... Dreimal ... Cajetan taumelte und fuchte unwillkürlich nach einer Stütze; er ergriff die Klinke, diese gab nach. Die Türe öffnete sich. Im Vorzimmer war es dunkel. Durch das Guckloch in der Eingangstüre fiel ein gelber Lichtkegel. Wer war das? Wer hatte die Gewohnheit, dreimal zu klingeln? Wie ein verabredetes Zeichen erschien klang das. Am Ende war es der Diener? Vielleicht ein Telegramm ...? Oder aber ...? Nein — schrie es in ihm Unsinn ... Zorn... Ahnung dann! Er gab sich einen Ruck nach vorne riß den Schlüssel herum und lief zur Gangtüre. Mit einer wütenden Energie drehte er den Schlüssel und riß die Tür auf. Im Rahmen stand eine Dame. Ihre Silhouette sah hart und scharf im gelben Licht, das das Stiegenhaus erfüllte. Im schwarzen Haar leuchtete eine dunkelrote Rose. xyxy=(62,1819,426,2063)
cast-role: Vierter xyxy=(1219,865,1256,877)
cast-role: Erster Polizist xyxy=(1219,1394,1292,1405)
cast-role: Erster xyxy=(1219,828,1252,840)
graf-ad xyxy=(1259,147,1589,453)
table-cell: Schluß 11 Uhr amerikanische Zeit xyxy=(978,337,1175,349)
cast-role: Die Gouvernante xyxy=(1219,1332,1307,1343)
article-text: Die gesamten Transaktionen dieser Woche betrugen zirka 8.850 Tonnen. xyxy=(446,493,812,519)
table-row xyxy=(826,277,1201,290)
metal-price-table xyxy=(446,523,812,671)
